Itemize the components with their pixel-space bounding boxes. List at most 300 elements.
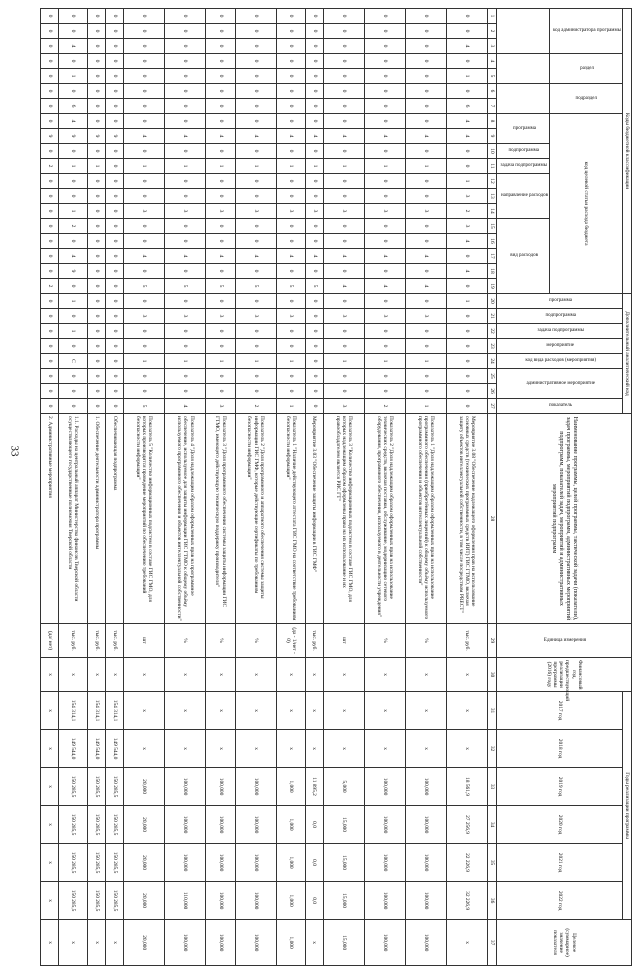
code-cell: 3: [165, 309, 206, 324]
code-cell: 0: [305, 174, 323, 189]
row-year-value: 150 285,5: [59, 768, 88, 806]
code-cell: 3: [305, 204, 323, 219]
row-year-value: 100,000: [206, 844, 235, 882]
code-cell: 0: [447, 144, 488, 159]
code-cell: 0: [106, 9, 124, 24]
code-cell: С: [59, 354, 88, 369]
row-target: х: [41, 920, 59, 966]
code-cell: 0: [41, 294, 59, 309]
column-number: 3: [488, 39, 497, 54]
row-base-year: х: [59, 658, 88, 692]
code-cell: 0: [206, 114, 235, 129]
code-cell: 0: [88, 69, 106, 84]
code-cell: 0: [124, 99, 165, 114]
code-cell: 0: [165, 384, 206, 399]
row-target: 20,000: [124, 920, 165, 966]
code-cell: 0: [124, 39, 165, 54]
row-year-value: 100,000: [165, 844, 206, 882]
row-year-value: 150 285,5: [88, 806, 106, 844]
code-cell: 0: [323, 369, 364, 384]
code-cell: 0: [88, 24, 106, 39]
code-cell: 1: [447, 69, 488, 84]
code-cell: 3: [165, 204, 206, 219]
code-cell: 0: [235, 9, 276, 24]
program-sub-header: программа: [497, 114, 549, 144]
code-cell: 1: [405, 399, 446, 414]
code-cell: 4: [206, 129, 235, 144]
code-cell: 0: [235, 99, 276, 114]
row-target: х: [305, 920, 323, 966]
code-cell: 5: [305, 279, 323, 294]
code-cell: 0: [323, 144, 364, 159]
code-cell: 0: [364, 234, 405, 249]
code-cell: 2: [235, 399, 276, 414]
code-cell: 0: [106, 54, 124, 69]
column-number: 24: [488, 354, 497, 369]
code-cell: 5: [165, 279, 206, 294]
row-year-value: 149 544,0: [106, 730, 124, 768]
code-cell: 0: [305, 309, 323, 324]
code-cell: 0: [364, 144, 405, 159]
row-name: Показатель 4 "Доля надлежащим образом оформленных прав на программное обеспечение, используемое для защиты информации ГИС ГТМО к общему объёму используемого программного обеспечения и объектов интеллектуальной собственности": [165, 414, 206, 624]
row-base-year: х: [364, 658, 405, 692]
code-cell: 0: [106, 219, 124, 234]
row-year-value: 149 544,0: [59, 730, 88, 768]
code-cell: 2: [59, 219, 88, 234]
column-number: 32: [488, 730, 497, 768]
row-year-value: 11 895,2: [305, 768, 323, 806]
row-target: х: [447, 920, 488, 966]
row-year-value: 1,000: [276, 768, 305, 806]
code-cell: 0: [364, 84, 405, 99]
code-cell: 0: [276, 144, 305, 159]
code-cell: 1: [59, 159, 88, 174]
code-cell: 0: [41, 189, 59, 204]
code-cell: 5: [235, 279, 276, 294]
code-cell: 0: [405, 69, 446, 84]
code-cell: 1: [165, 354, 206, 369]
code-cell: 9: [106, 129, 124, 144]
code-cell: 1: [276, 399, 305, 414]
column-number: 5: [488, 69, 497, 84]
code-cell: 0: [305, 339, 323, 354]
code-cell: 0: [276, 39, 305, 54]
code-cell: 0: [447, 9, 488, 24]
row-year-value: х: [165, 730, 206, 768]
section-header: раздел: [549, 54, 622, 84]
column-number: 23: [488, 339, 497, 354]
column-number: 6: [488, 84, 497, 99]
code-cell: 0: [276, 54, 305, 69]
code-cell: 0: [206, 24, 235, 39]
row-year-value: 100,000: [235, 768, 276, 806]
code-cell: 4: [235, 129, 276, 144]
code-cell: 0: [59, 369, 88, 384]
table-row: [41, 9, 59, 966]
code-cell: 3: [206, 399, 235, 414]
code-cell: 0: [323, 219, 364, 234]
code-cell: 4: [165, 399, 206, 414]
unit-header: Единица измерения: [497, 624, 632, 658]
table-row: [276, 9, 305, 966]
code-cell: 0: [305, 234, 323, 249]
column-number: 35: [488, 844, 497, 882]
code-cell: 0: [235, 219, 276, 234]
code-cell: 0: [364, 369, 405, 384]
row-year-value: х: [405, 730, 446, 768]
code-cell: 2: [447, 204, 488, 219]
row-year-value: 150 285,5: [88, 768, 106, 806]
column-number: 27: [488, 399, 497, 414]
budget-classification-header: Коды бюджетной классификации: [622, 9, 631, 294]
code-cell: 0: [405, 369, 446, 384]
row-target: 1,000: [276, 920, 305, 966]
code-cell: 0: [124, 294, 165, 309]
code-cell: 0: [88, 294, 106, 309]
code-cell: 0: [276, 369, 305, 384]
code-cell: 0: [124, 54, 165, 69]
code-cell: 1: [206, 159, 235, 174]
row-year-value: 20,000: [124, 768, 165, 806]
code-cell: 0: [165, 144, 206, 159]
code-cell: 0: [41, 39, 59, 54]
row-year-value: х: [165, 692, 206, 730]
row-year-value: 100,000: [165, 768, 206, 806]
year-header: 2019 год: [497, 768, 622, 806]
code-cell: 0: [88, 309, 106, 324]
column-number: 12: [488, 174, 497, 189]
code-cell: 0: [106, 249, 124, 264]
row-unit: %: [235, 624, 276, 658]
column-number: 7: [488, 99, 497, 114]
row-year-value: х: [41, 768, 59, 806]
code-cell: 0: [405, 174, 446, 189]
column-number: 15: [488, 219, 497, 234]
code-cell: 0: [106, 294, 124, 309]
code-cell: 2: [364, 399, 405, 414]
row-year-value: 150 285,5: [106, 768, 124, 806]
row-year-value: 100,000: [364, 844, 405, 882]
code-cell: 0: [165, 324, 206, 339]
code-cell: 0: [206, 384, 235, 399]
code-cell: 0: [124, 114, 165, 129]
table-row: [447, 9, 488, 966]
code-cell: 0: [59, 24, 88, 39]
code-cell: 3: [405, 309, 446, 324]
code-cell: 4: [364, 279, 405, 294]
code-cell: 0: [305, 384, 323, 399]
table-row: [165, 9, 206, 966]
code-cell: 3: [206, 309, 235, 324]
code-cell: 0: [165, 99, 206, 114]
code-cell: 0: [124, 9, 165, 24]
code-cell: 0: [124, 69, 165, 84]
code-cell: 0: [59, 309, 88, 324]
column-number: 37: [488, 920, 497, 966]
code-cell: 0: [206, 369, 235, 384]
code-cell: 1: [235, 159, 276, 174]
row-unit: (да/ нет): [41, 624, 59, 658]
code-cell: 0: [276, 264, 305, 279]
row-year-value: 100,000: [405, 806, 446, 844]
code-cell: 0: [106, 159, 124, 174]
table-row: [206, 9, 235, 966]
code-cell: 0: [323, 324, 364, 339]
year-header: 2020 год: [497, 806, 622, 844]
row-year-value: 100,000: [364, 806, 405, 844]
code-cell: 0: [41, 54, 59, 69]
code-cell: 3: [124, 309, 165, 324]
row-target: 15,000: [323, 920, 364, 966]
code-cell: 0: [405, 234, 446, 249]
code-cell: 0: [106, 309, 124, 324]
code-cell: 0: [206, 219, 235, 234]
code-cell: 0: [447, 309, 488, 324]
row-year-value: 100,000: [206, 806, 235, 844]
code-cell: 0: [106, 384, 124, 399]
code-cell: 0: [323, 99, 364, 114]
row-year-value: 100,000: [235, 806, 276, 844]
year-header: 2017 год: [497, 692, 622, 730]
code-cell: 0: [88, 54, 106, 69]
code-cell: 0: [206, 84, 235, 99]
row-target: 100,000: [364, 920, 405, 966]
code-cell: 0: [276, 219, 305, 234]
code-cell: 0: [88, 204, 106, 219]
row-year-value: 27 256,9: [447, 806, 488, 844]
code-cell: 0: [124, 384, 165, 399]
code-cell: 0: [447, 249, 488, 264]
row-base-year: х: [88, 658, 106, 692]
code-cell: 0: [276, 324, 305, 339]
row-year-value: 100,000: [405, 768, 446, 806]
code-cell: 0: [206, 174, 235, 189]
code-cell: 0: [88, 39, 106, 54]
code-cell: 0: [41, 354, 59, 369]
code-cell: 0: [165, 264, 206, 279]
row-year-value: 150 285,5: [59, 844, 88, 882]
code-cell: 0: [106, 399, 124, 414]
row-year-value: 32 226,9: [447, 882, 488, 920]
row-year-value: 150 285,5: [59, 806, 88, 844]
code-cell: 0: [124, 324, 165, 339]
code-cell: 1: [88, 159, 106, 174]
code-cell: 4: [364, 249, 405, 264]
code-cell: 1: [364, 354, 405, 369]
row-unit: шт: [323, 624, 364, 658]
code-cell: 0: [206, 234, 235, 249]
row-year-value: 154 314,1: [106, 692, 124, 730]
code-cell: 0: [59, 174, 88, 189]
code-cell: 0: [88, 249, 106, 264]
column-number: 31: [488, 692, 497, 730]
code-cell: 1: [59, 69, 88, 84]
table-row: [305, 9, 323, 966]
row-name: Мероприятие 3.03 "Обеспечение защиты информации в ГИС ГМФ": [305, 414, 323, 624]
code-cell: 0: [364, 174, 405, 189]
code-cell: 0: [41, 174, 59, 189]
code-cell: 5: [206, 279, 235, 294]
row-target: 100,000: [206, 920, 235, 966]
row-unit: тыс. руб.: [106, 624, 124, 658]
code-cell: 1: [59, 324, 88, 339]
code-cell: 0: [235, 84, 276, 99]
row-year-value: х: [276, 730, 305, 768]
row-unit: %: [364, 624, 405, 658]
code-cell: 0: [235, 369, 276, 384]
row-unit: тыс. руб.: [305, 624, 323, 658]
code-cell: 4: [59, 249, 88, 264]
row-year-value: х: [41, 844, 59, 882]
code-cell: 0: [405, 99, 446, 114]
row-unit: %: [405, 624, 446, 658]
code-cell: 0: [364, 54, 405, 69]
code-cell: 0: [206, 99, 235, 114]
code-cell: 0: [305, 219, 323, 234]
code-cell: 0: [276, 189, 305, 204]
code-cell: 0: [88, 264, 106, 279]
code-cell: 0: [124, 174, 165, 189]
row-year-value: 100,000: [235, 882, 276, 920]
code-cell: 0: [165, 9, 206, 24]
code-cell: 0: [124, 369, 165, 384]
code-cell: 0: [106, 174, 124, 189]
target-value-header: Целевое (суммарное) значение показателя: [497, 920, 632, 966]
row-year-value: х: [323, 730, 364, 768]
code-cell: 0: [124, 234, 165, 249]
row-name: 2. Административные мероприятия: [41, 414, 59, 624]
table-row: [59, 9, 88, 966]
row-base-year: х: [124, 658, 165, 692]
code-cell: 0: [206, 39, 235, 54]
code-cell: 0: [305, 324, 323, 339]
code-cell: 0: [59, 9, 88, 24]
code-cell: 0: [235, 324, 276, 339]
code-cell: 0: [106, 279, 124, 294]
code-cell: 0: [59, 54, 88, 69]
code-cell: 0: [106, 234, 124, 249]
code-cell: 1: [124, 354, 165, 369]
row-year-value: х: [405, 692, 446, 730]
row-name: Показатель 2 "Доля надлежащим образом оформленных прав на использование технических средств, включая поставки, обслуживание, модернизацию сетевого оборудования, программного обеспечения, используемого в деятельности учреждения": [364, 414, 405, 624]
row-year-value: х: [276, 692, 305, 730]
code-cell: 4: [59, 39, 88, 54]
column-number: 2: [488, 24, 497, 39]
row-year-value: 15,000: [323, 806, 364, 844]
table-row: [88, 9, 106, 966]
table-row: [405, 9, 446, 966]
row-year-value: 1,000: [276, 844, 305, 882]
code-cell: 4: [59, 114, 88, 129]
add-indicator-header: показатель: [497, 399, 622, 414]
row-target: х: [59, 920, 88, 966]
code-cell: 0: [405, 39, 446, 54]
code-cell: 1: [276, 159, 305, 174]
row-year-value: 20,000: [124, 844, 165, 882]
row-year-value: х: [206, 692, 235, 730]
row-unit: тыс. руб.: [59, 624, 88, 658]
code-cell: 3: [364, 309, 405, 324]
code-cell: 0: [165, 174, 206, 189]
row-base-year: х: [305, 658, 323, 692]
row-year-value: 18 561,9: [447, 768, 488, 806]
add-subprogram-header: подпрограмма: [497, 309, 622, 324]
code-cell: 0: [59, 339, 88, 354]
base-year-header: Финансовый год, предшествующий реализации программы (2016) году: [497, 658, 632, 692]
code-cell: 1: [124, 159, 165, 174]
code-cell: 0: [323, 24, 364, 39]
code-cell: 4: [165, 129, 206, 144]
row-year-value: х: [206, 730, 235, 768]
code-cell: 4: [405, 249, 446, 264]
row-unit: %: [206, 624, 235, 658]
row-year-value: 15,000: [323, 882, 364, 920]
row-year-value: 150 285,5: [106, 806, 124, 844]
page-number: 33: [8, 445, 21, 457]
code-cell: 0: [323, 9, 364, 24]
code-cell: 0: [276, 114, 305, 129]
row-year-value: 20,000: [124, 806, 165, 844]
code-cell: 0: [41, 69, 59, 84]
code-cell: 0: [447, 339, 488, 354]
code-cell: 0: [235, 144, 276, 159]
code-cell: 0: [305, 24, 323, 39]
row-year-value: 150 285,5: [106, 882, 124, 920]
code-cell: 0: [364, 9, 405, 24]
row-year-value: 149 544,0: [88, 730, 106, 768]
code-cell: 4: [405, 129, 446, 144]
row-name: Показатель 3 "Доля программного обеспечения системы защиты информации ГИС ГТМО, имеющего действующую техническую поддержку производителя": [206, 414, 235, 624]
add-activity-header: мероприятие: [497, 339, 622, 354]
column-number: 11: [488, 159, 497, 174]
code-cell: 0: [235, 234, 276, 249]
code-cell: 1: [235, 354, 276, 369]
row-base-year: х: [41, 658, 59, 692]
code-cell: 3: [364, 204, 405, 219]
code-cell: 0: [323, 339, 364, 354]
code-cell: 4: [276, 129, 305, 144]
code-cell: 0: [323, 84, 364, 99]
code-cell: 0: [364, 294, 405, 309]
row-year-value: 100,000: [206, 882, 235, 920]
section-sub: [497, 54, 549, 84]
column-number: 26: [488, 384, 497, 399]
row-year-value: 154 314,1: [59, 692, 88, 730]
code-cell: 0: [41, 99, 59, 114]
row-year-value: 150 285,5: [88, 882, 106, 920]
row-year-value: 15,000: [323, 844, 364, 882]
code-cell: 0: [276, 339, 305, 354]
code-cell: 4: [124, 249, 165, 264]
code-cell: 6: [447, 99, 488, 114]
row-year-value: х: [323, 692, 364, 730]
additional-code-header: Дополнительный аналитический код: [622, 294, 631, 414]
code-cell: 1: [165, 159, 206, 174]
code-cell: 4: [323, 129, 364, 144]
column-number: 20: [488, 294, 497, 309]
code-cell: 0: [405, 339, 446, 354]
code-cell: 0: [206, 294, 235, 309]
code-cell: 0: [59, 279, 88, 294]
code-cell: 0: [405, 9, 446, 24]
code-cell: 0: [41, 399, 59, 414]
code-cell: 0: [106, 264, 124, 279]
code-cell: 4: [323, 249, 364, 264]
code-cell: 0: [41, 339, 59, 354]
column-number: 14: [488, 204, 497, 219]
code-cell: 1: [323, 354, 364, 369]
code-cell: 4: [447, 114, 488, 129]
